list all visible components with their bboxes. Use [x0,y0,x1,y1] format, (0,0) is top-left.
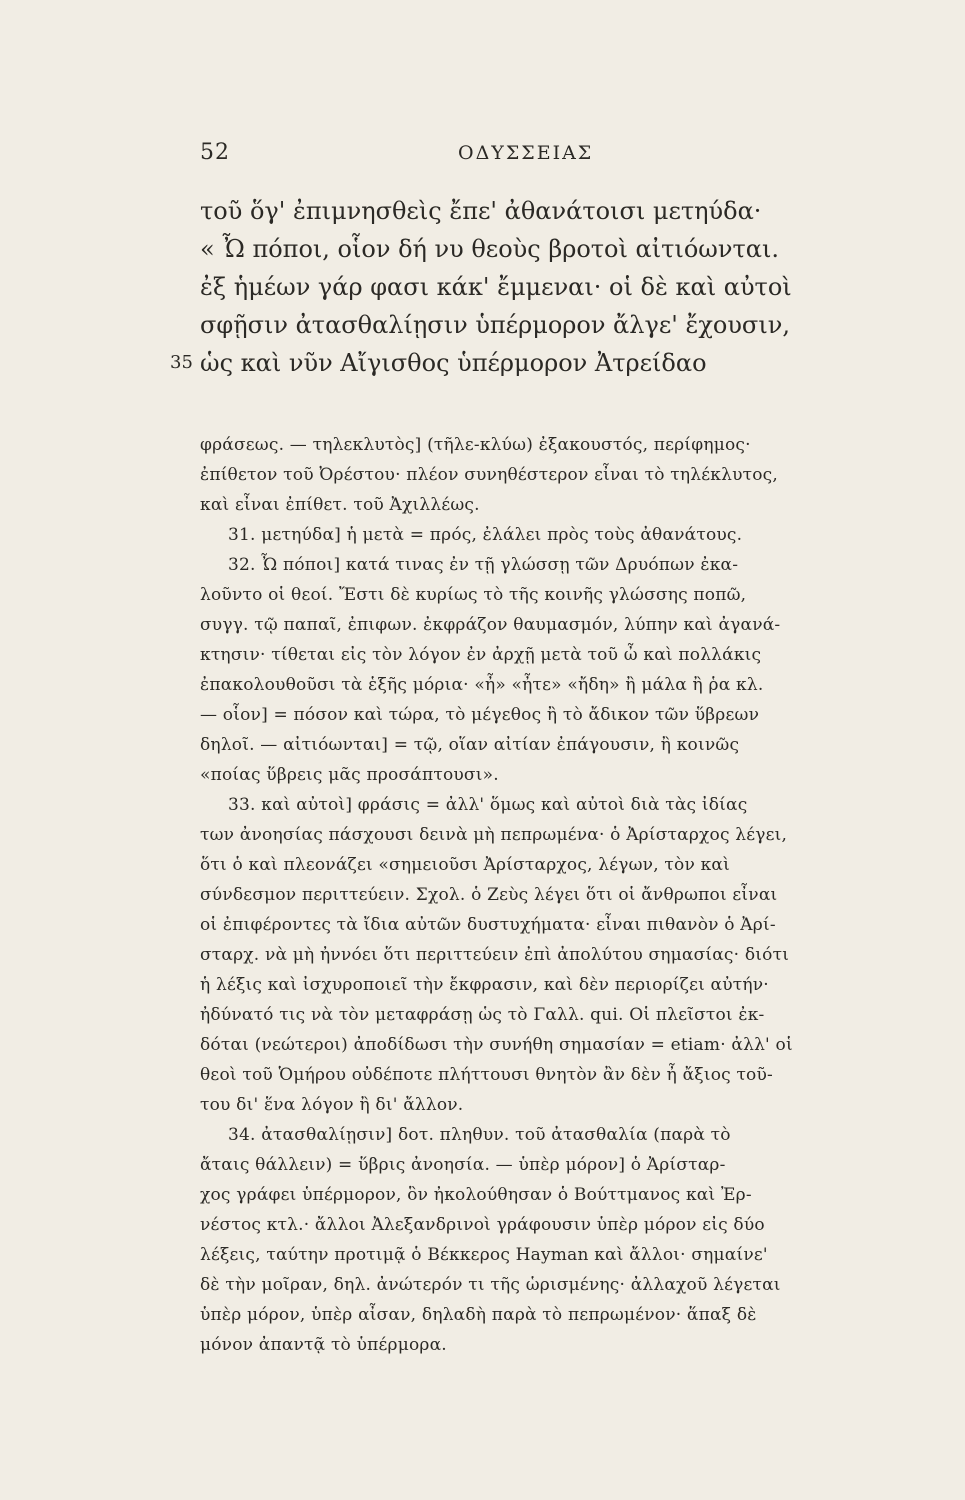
verse-text: « Ὦ πόποι, οἷον δή νυ θεοὺς βροτοὶ αἰτιόωνται. [200,235,779,263]
commentary-notes [200,430,830,1360]
note-line: δόται (νεώτεροι) ἀποδίδωσι τὴν συνήθη σημασίαν = etiam· ἀλλ' οἱ [200,1035,793,1055]
note-line: νέστος κτλ.· ἄλλοι Ἀλεξανδρινοὶ γράφουσιν ὑπὲρ μόρον εἰς δύο [200,1215,765,1235]
note-line: 34. ἀτασθαλίῃσιν] δοτ. πληθυν. τοῦ ἀτασθαλία (παρὰ τὸ [228,1125,731,1145]
note-line: δηλοῖ. — αἰτιόωνται] = τῷ, οἵαν αἰτίαν ἐπάγουσιν, ἢ κοινῶς [200,735,740,755]
note-line: σύνδεσμον περιττεύειν. Σχολ. ὁ Ζεὺς λέγει ὅτι οἱ ἄνθρωποι εἶναι [200,885,778,905]
note-line: φράσεως. — τηλεκλυτὸς] (τῆλε-κλύω) ἐξακουστός, περίφημος· [200,435,751,455]
note-line: κτησιν· τίθεται εἰς τὸν λόγον ἐν ἀρχῇ μετὰ τοῦ ὦ καὶ πολλάκις [200,645,762,665]
note-line: μόνον ἀπαντᾷ τὸ ὑπέρμορα. [200,1335,447,1355]
note-line: συγγ. τῷ παπαῖ, ἐπιφων. ἐκφράζον θαυμασμόν, λύπην καὶ ἀγανά- [200,615,781,635]
verse-line [170,230,830,268]
note-line: ὑπὲρ μόρον, ὑπὲρ αἶσαν, δηλαδὴ παρὰ τὸ πεπρωμένον· ἅπαξ δὲ [200,1305,757,1325]
page-header [200,140,800,170]
note-line: ἡ λέξις καὶ ἰσχυροποιεῖ τὴν ἔκφρασιν, καὶ δὲν περιορίζει αὐτήν· [200,975,769,995]
verse-block [170,192,830,382]
page-number: 52 [200,140,230,165]
note-line: 31. μετηύδα] ἡ μετὰ = πρός, ἐλάλει πρὸς τοὺς ἀθανάτους. [228,525,743,545]
line-number: 35 [170,352,193,373]
verse-line [170,268,830,306]
note-line: ἐπακολουθοῦσι τὰ ἑξῆς μόρια· «ἦ» «ἦτε» «ἤδη» ἢ μάλα ἢ ῥα κλ. [200,675,764,695]
verse-line [170,192,830,230]
note-line: σταρχ. νὰ μὴ ἠννόει ὅτι περιττεύειν ἐπὶ ἀπολύτου σημασίας· διότι [200,945,790,965]
note-line: ὅτι ὁ καὶ πλεονάζει «σημειοῦσι Ἀρίσταρχος, λέγων, τὸν καὶ [200,855,730,875]
note-line: ἐπίθετον τοῦ Ὀρέστου· πλέον συνηθέστερον εἶναι τὸ τηλέκλυτος, [200,465,778,485]
note-line: λέξεις, ταύτην προτιμᾷ ὁ Βέκκερος Hayman καὶ ἄλλοι· σημαίνε' [200,1245,768,1265]
note-line: καὶ εἶναι ἐπίθετ. τοῦ Ἀχιλλέως. [200,495,480,515]
verse-text: ὡς καὶ νῦν Αἴγισθος ὑπέρμορον Ἀτρείδαο [200,349,707,377]
note-line: οἱ ἐπιφέροντες τὰ ἴδια αὐτῶν δυστυχήματα· εἶναι πιθανὸν ὁ Ἀρί- [200,915,776,935]
note-line: χος γράφει ὑπέρμορον, ὃν ἠκολούθησαν ὁ Βούττμανος καὶ Ἐρ- [200,1185,752,1205]
note-line: ἠδύνατό τις νὰ τὸν μεταφράσῃ ὡς τὸ Γαλλ. qui. Οἱ πλεῖστοι ἐκ- [200,1005,765,1025]
verse-line [170,344,830,382]
note-line: «ποίας ὕβρεις μᾶς προσάπτουσι». [200,765,499,785]
note-line: θεοὶ τοῦ Ὁμήρου οὐδέποτε πλήττουσι θνητὸν ἂν δὲν ἦ ἄξιος τοῦ- [200,1065,773,1085]
note-line: δὲ τὴν μοῖραν, δηλ. ἀνώτερόν τι τῆς ὡρισμένης· ἀλλαχοῦ λέγεται [200,1275,781,1295]
note-line: λοῦντο οἱ θεοί. Ἔστι δὲ κυρίως τὸ τῆς κοινῆς γλώσσης ποπῶ, [200,585,747,605]
note-line: του δι' ἕνα λόγον ἢ δι' ἄλλον. [200,1095,464,1115]
running-title: ΟΔΥΣΣΕΙΑΣ [458,142,594,164]
note-line: — οἷον] = πόσον καὶ τώρα, τὸ μέγεθος ἢ τὸ ἄδικον τῶν ὕβρεων [200,705,760,725]
verse-line [170,306,830,344]
note-line: 32. Ὦ πόποι] κατά τινας ἐν τῇ γλώσσῃ τῶν Δρυόπων ἐκα- [228,555,739,575]
note-line: ἄταις θάλλειν) = ὕβρις ἀνοησία. — ὑπὲρ μόρον] ὁ Ἀρίσταρ- [200,1155,726,1175]
verse-text: τοῦ ὅγ' ἐπιμνησθεὶς ἔπε' ἀθανάτοισι μετηύδα· [200,197,762,225]
note-line: των ἀνοησίας πάσχουσι δεινὰ μὴ πεπρωμένα· ὁ Ἀρίσταρχος λέγει, [200,825,788,845]
verse-text: σφῇσιν ἀτασθαλίῃσιν ὑπέρμορον ἄλγε' ἔχουσιν, [200,311,790,339]
verse-text: ἐξ ἡμέων γάρ φασι κάκ' ἔμμεναι· οἱ δὲ καὶ αὐτοὶ [200,273,792,301]
note-line: 33. καὶ αὐτοὶ] φράσις = ἀλλ' ὅμως καὶ αὐτοὶ διὰ τὰς ἰδίας [228,795,748,815]
